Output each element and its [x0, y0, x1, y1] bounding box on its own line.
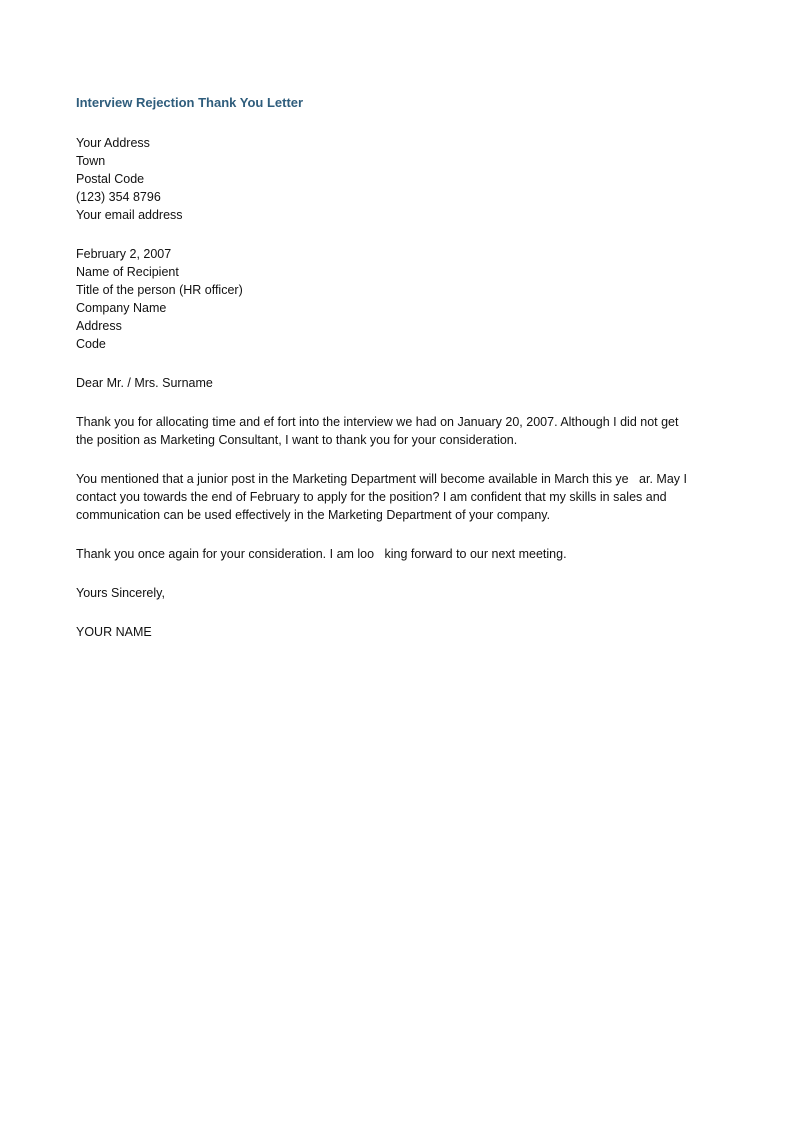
closing [76, 584, 165, 602]
closing-text: Yours Sincerely, [76, 586, 165, 600]
sender-address: Your Address [76, 136, 150, 150]
paragraph-line: communication can be used effectively in the Marketing Department of your company. [76, 508, 551, 522]
paragraph-line: You mentioned that a junior post in the Marketing Department will become available in March this ye ar. May I [76, 472, 687, 486]
document-title: Interview Rejection Thank You Letter [76, 95, 304, 110]
body-paragraph-2 [76, 470, 721, 524]
letter-date: February 2, 2007 [76, 247, 172, 261]
sender-postal-code: Postal Code [76, 172, 145, 186]
sender-email: Your email address [76, 208, 183, 222]
paragraph-line: Thank you once again for your consideration. I am loo king forward to our next meeting. [76, 547, 567, 561]
paragraph-line: the position as Marketing Consultant, I want to thank you for your consideration. [76, 433, 518, 447]
recipient-address: Address [76, 319, 122, 333]
recipient-code: Code [76, 337, 106, 351]
body-paragraph-3 [76, 545, 721, 563]
recipient-block [76, 245, 243, 353]
salutation-text: Dear Mr. / Mrs. Surname [76, 376, 213, 390]
recipient-name: Name of Recipient [76, 265, 179, 279]
paragraph-line: Thank you for allocating time and ef fort into the interview we had on January 20, 2007. Although I did not get [76, 415, 679, 429]
signature [76, 623, 152, 641]
sender-town: Town [76, 154, 106, 168]
body-paragraph-1 [76, 413, 721, 449]
sender-address-block [76, 134, 183, 224]
paragraph-line: contact you towards the end of February to apply for the position? I am confident that my skills in sales and [76, 490, 667, 504]
sender-phone: (123) 354 8796 [76, 190, 161, 204]
recipient-company: Company Name [76, 301, 167, 315]
signature-name: YOUR NAME [76, 625, 152, 639]
salutation [76, 374, 213, 392]
recipient-title: Title of the person (HR officer) [76, 283, 243, 297]
